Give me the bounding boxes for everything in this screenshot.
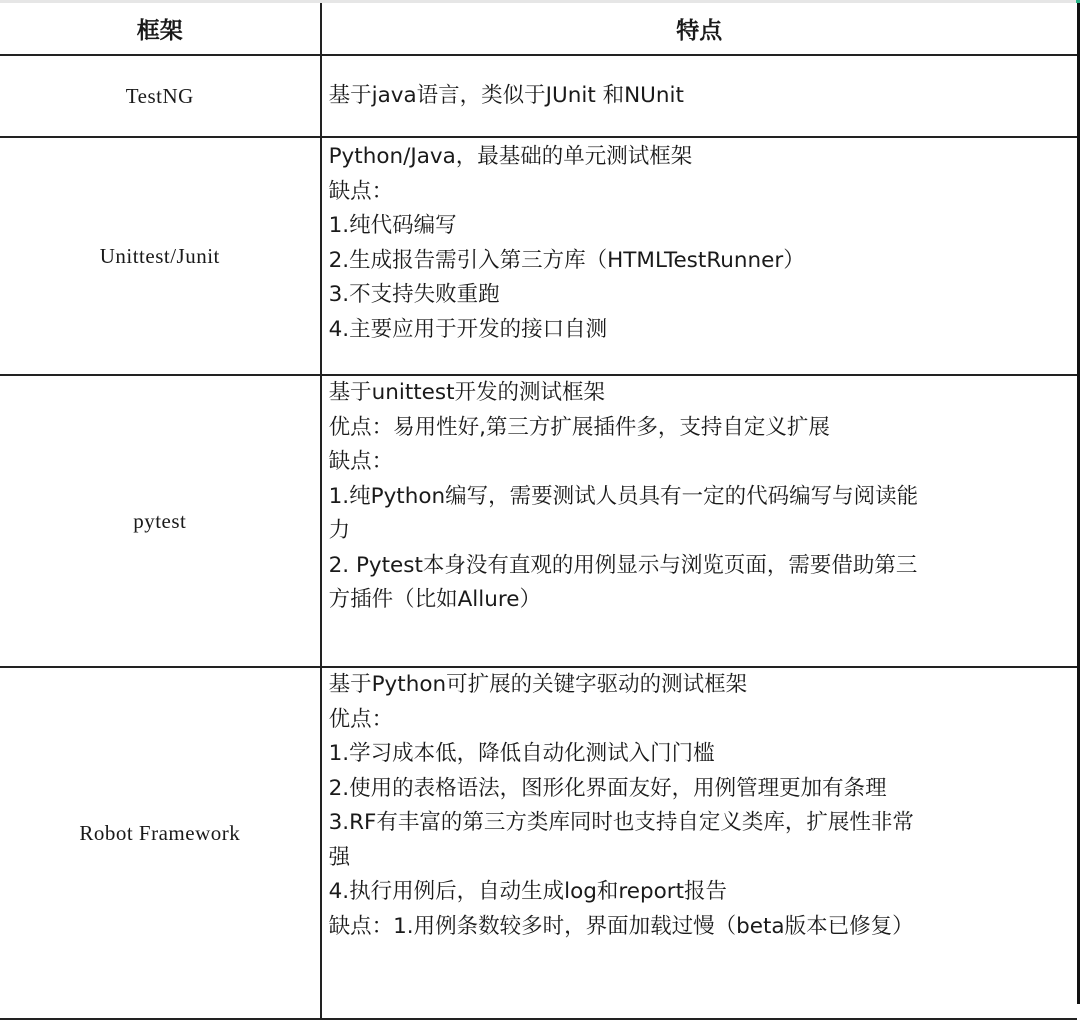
framework-name: Robot Framework xyxy=(0,667,321,1019)
feature-line: 2.使用的表格语法，图形化界面友好，用例管理更加有条理 xyxy=(328,775,887,801)
framework-features xyxy=(321,55,1077,137)
feature-line: 1.学习成本低，降低自动化测试入门门槛 xyxy=(328,741,715,766)
feature-line: 缺点： xyxy=(328,178,394,204)
table-header-row xyxy=(0,3,1077,55)
table-row-testng xyxy=(0,55,1077,137)
framework-features xyxy=(321,375,1077,667)
feature-line: 2. Pytest本身没有直观的用例显示与浏览页面，需要借助第三 xyxy=(328,552,918,578)
feature-line: 3.不支持失败重跑 xyxy=(328,282,500,307)
feature-line: 力 xyxy=(328,518,351,543)
feature-line: 1.纯代码编写 xyxy=(328,213,457,238)
framework-name: Unittest/Junit xyxy=(0,137,321,375)
feature-line: 优点：易用性好,第三方扩展插件多，支持自定义扩展 xyxy=(328,414,830,440)
feature-line: 基于unittest开发的测试框架 xyxy=(328,380,606,405)
framework-name: TestNG xyxy=(0,55,321,137)
feature-line: 4.主要应用于开发的接口自测 xyxy=(328,316,608,342)
header-framework: 框架 xyxy=(0,3,321,55)
feature-line: 方插件（比如Allure） xyxy=(328,587,541,612)
framework-features xyxy=(321,667,1077,1019)
feature-line: Python/Java，最基础的单元测试框架 xyxy=(328,144,693,169)
feature-line: 3.RF有丰富的第三方类库同时也支持自定义类库，扩展性非常 xyxy=(328,810,914,835)
feature-line: 缺点：1.用例条数较多时，界面加载过慢（beta版本已修复） xyxy=(328,913,914,939)
table-row-pytest xyxy=(0,375,1077,667)
feature-line: 基于java语言，类似于JUnit 和NUnit xyxy=(328,82,684,108)
feature-line: 优点： xyxy=(328,706,394,732)
feature-line: 1.纯Python编写，需要测试人员具有一定的代码编写与阅读能 xyxy=(328,483,919,509)
table-row-unittest xyxy=(0,137,1077,375)
header-features: 特点 xyxy=(321,3,1077,55)
framework-name: pytest xyxy=(0,375,321,667)
feature-line: 强 xyxy=(328,844,351,870)
feature-line: 2.生成报告需引入第三方库（HTMLTestRunner） xyxy=(328,247,805,273)
framework-features xyxy=(321,137,1077,375)
feature-line: 基于Python可扩展的关键字驱动的测试框架 xyxy=(328,672,748,697)
feature-line: 4.执行用例后，自动生成log和report报告 xyxy=(328,879,728,904)
feature-line: 缺点： xyxy=(328,449,394,474)
framework-comparison-table xyxy=(0,3,1077,1020)
table-row-robot-framework xyxy=(0,667,1077,1019)
